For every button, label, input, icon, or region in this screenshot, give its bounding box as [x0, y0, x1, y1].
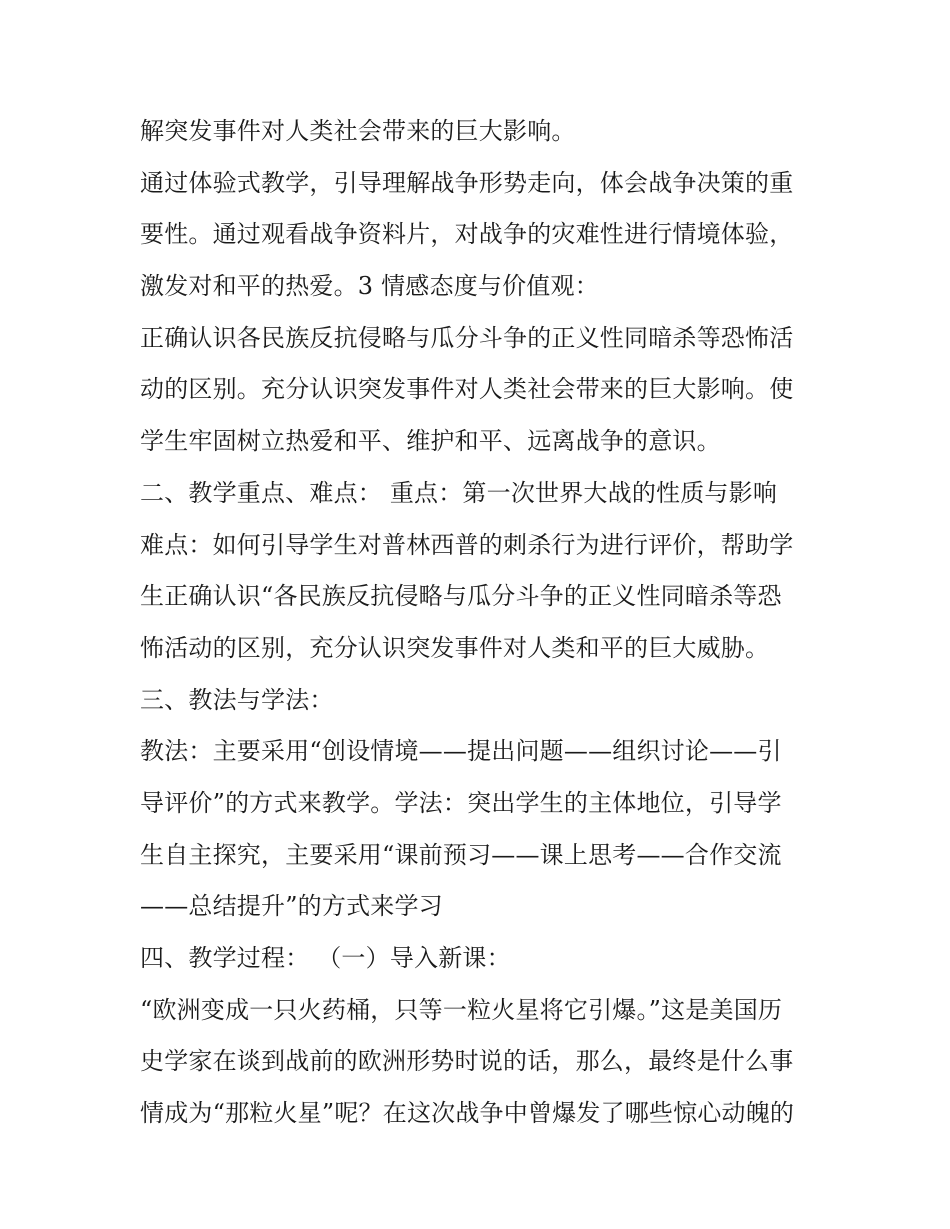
document-body	[140, 106, 830, 1140]
body-line: 生自主探究，主要采用“课前预习——课上思考——合作交流	[140, 840, 782, 869]
body-line: 生正确认识“各民族反抗侵略与瓜分斗争的正义性同暗杀等恐	[140, 582, 782, 611]
body-line: 要性。通过观看战争资料片，对战争的灾难性进行情境体验，	[140, 220, 794, 249]
body-line: 学生牢固树立热爱和平、维护和平、远离战争的意识。	[140, 427, 721, 456]
section-heading-line: 四、教学过程： （一）导入新课：	[140, 944, 511, 972]
body-line: ——总结提升”的方式来学习	[140, 892, 443, 921]
body-line: 激发对和平的热爱。3 情感态度与价值观：	[140, 272, 599, 301]
section-heading-line: 三、教法与学法：	[140, 685, 334, 714]
body-line: 解突发事件对人类社会带来的巨大影响。	[140, 117, 576, 145]
section-heading-line: 二、教学重点、难点： 重点：第一次世界大战的性质与影响	[140, 478, 778, 507]
body-line: 通过体验式教学，引导理解战争形势走向，体会战争决策的重	[140, 168, 794, 197]
body-line: 动的区别。充分认识突发事件对人类社会带来的巨大影响。使	[140, 375, 794, 404]
body-line: 情成为“那粒火星”呢？在这次战争中曾爆发了哪些惊心动魄的	[140, 1099, 795, 1128]
body-line: 正确认识各民族反抗侵略与瓜分斗争的正义性同暗杀等恐怖活	[140, 323, 794, 352]
body-line: 教法：主要采用“创设情境——提出问题——组织讨论——引	[140, 737, 782, 766]
body-line: 怖活动的区别，充分认识突发事件对人类和平的巨大威胁。	[140, 633, 770, 662]
body-line: “欧洲变成一只火药桶，只等一粒火星将它引爆。”这是美国历	[140, 995, 783, 1024]
body-line: 难点：如何引导学生对普林西普的刺杀行为进行评价，帮助学	[140, 530, 794, 559]
body-line: 史学家在谈到战前的欧洲形势时说的话，那么，最终是什么事	[140, 1047, 794, 1076]
body-line: 导评价”的方式来教学。学法：突出学生的主体地位，引导学	[140, 788, 782, 817]
